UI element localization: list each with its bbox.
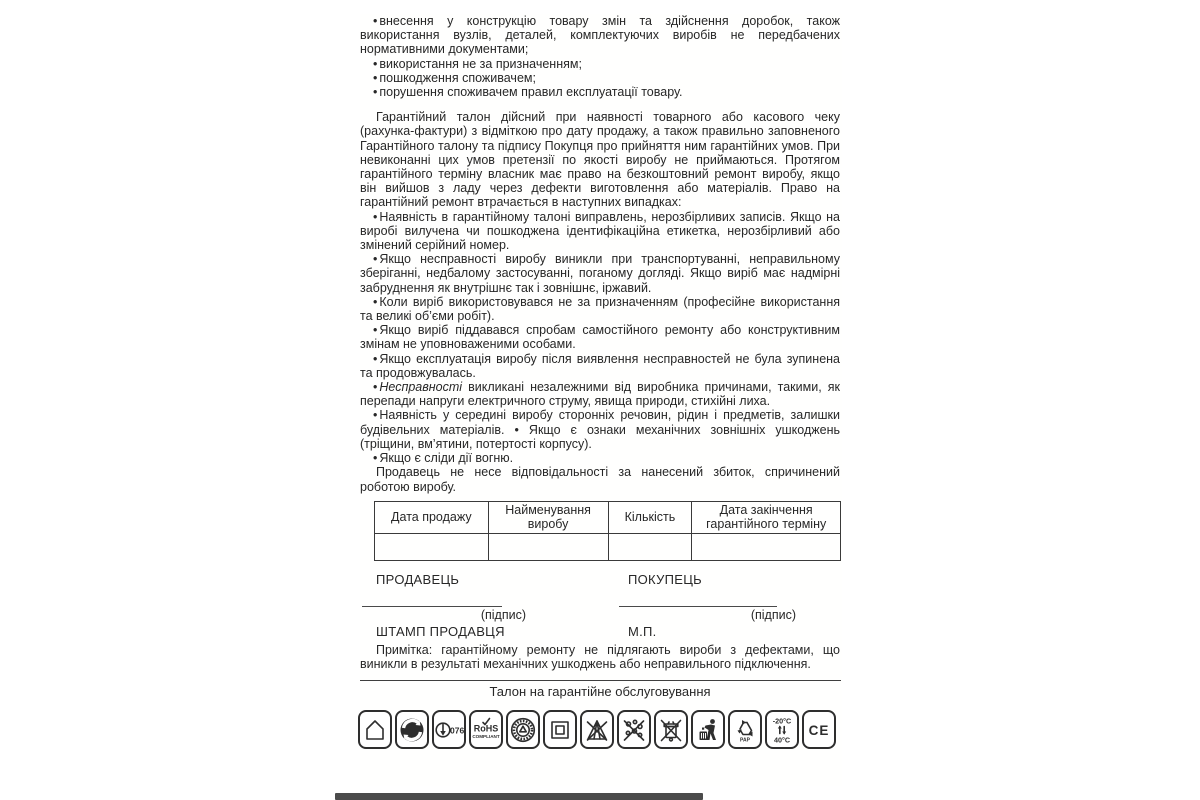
loss-case-item	[360, 295, 840, 323]
col-header-product-name: Найменування виробу	[488, 502, 608, 534]
document-page	[360, 14, 842, 786]
tidyman-icon	[691, 710, 725, 749]
certification-seal-icon	[506, 710, 540, 749]
bullet-glyph: •	[373, 323, 378, 338]
bullet-glyph: •	[373, 252, 378, 267]
exclusion-item	[360, 85, 840, 99]
bullet-glyph: •	[373, 56, 378, 71]
exclusion-item	[360, 14, 840, 57]
exclusion-text: пошкодження споживачем;	[379, 70, 536, 85]
buyer-signature-block	[628, 572, 840, 639]
table-row	[375, 534, 841, 561]
exclusion-text: використання не за призначенням;	[379, 56, 582, 71]
bullet-glyph: •	[373, 85, 378, 100]
loss-case-item	[360, 408, 840, 451]
table-header-row	[375, 502, 841, 534]
bullet-glyph: •	[373, 451, 378, 466]
exclusion-text: порушення споживачем правил експлуатації товару.	[379, 85, 683, 100]
buyer-signature-line	[619, 587, 777, 607]
svg-text:-20°C: -20°C	[772, 716, 792, 725]
weee-crossed-bin-icon	[654, 710, 688, 749]
validity-paragraph: Гарантійний талон дійсний при наявності товарного або касового чеку (рахунка-фактури) з відміткою про дату продажу, а також правильно заповненого Гарантійного талону та підпису Покупця про прийняття ним гарантійних умов. При невиконанні цих умов претензії по якості виробу не приймаються. Протягом гарантійного терміну власник має право на безкоштовний ремонт виробу, якщо він вийшов з ладу через дефекти виготовлення або матеріалів. Право на гарантійний ремонт втрачається в наступних випадках:	[360, 110, 840, 210]
loss-case-text: Наявність в гарантійному талоні виправлень, нерозбірливих записів. Якщо на виробі вилучена чи пошкоджена ідентифікаційна етикетка, нерозбірливий або змінений серійний номер.	[360, 209, 840, 253]
loss-case-text: Коли виріб використовувався не за призначенням (професійне використання та великі об’єми робіт).	[360, 294, 840, 324]
seller-label: ПРОДАВЕЦЬ	[376, 572, 460, 587]
col-header-warranty-end: Дата закінчення гарантійного терміну	[692, 502, 841, 534]
terms-text-block	[360, 14, 840, 494]
seller-signature-block	[360, 572, 628, 639]
no-tent-crossed-icon	[580, 710, 614, 749]
conformity-arrow-icon	[432, 710, 466, 749]
temperature-range-icon	[765, 710, 799, 749]
note-section	[360, 643, 840, 671]
col-header-sale-date: Дата продажу	[375, 502, 489, 534]
svg-text:40°C: 40°C	[773, 735, 791, 744]
loss-case-text: Якщо виріб піддавався спробам самостійного ремонту або конструктивним змінам не уповноваженими особами.	[360, 323, 840, 352]
cell-sale-date	[375, 534, 489, 561]
recycle-pap-icon	[728, 710, 762, 749]
loss-case-item	[360, 352, 840, 380]
signatures-section	[360, 572, 840, 639]
bullet-glyph: •	[373, 14, 378, 28]
bullet-glyph: •	[373, 70, 378, 85]
loss-case-item	[360, 323, 840, 351]
seller-signature-line	[362, 587, 502, 607]
liability-paragraph: Продавець не несе відповідальності за нанесений збиток, спричинений роботою виробу.	[360, 465, 840, 494]
note-paragraph: Примітка: гарантійному ремонту не підлягають вироби з дефектами, що виникли в результаті механічних ушкоджень або неправильного підключення.	[360, 643, 840, 672]
certification-icons-strip	[358, 710, 842, 749]
bullet-glyph: •	[373, 351, 378, 366]
col-header-quantity: Кількість	[608, 502, 692, 534]
rohs-compliant-icon	[469, 710, 503, 749]
footer-title: Талон на гарантійне обслуговування	[489, 684, 711, 699]
double-insulation-icon	[543, 710, 577, 749]
exclusion-text: внесення у конструкцію товару змін та здійснення доробок, також використання вузлів, деталей, комплектуючих виробів не передбачених нормативними документами;	[360, 14, 840, 57]
house-icon	[358, 710, 392, 749]
loss-case-item	[360, 451, 840, 465]
svg-text:PAP: PAP	[740, 737, 750, 743]
exclusion-item	[360, 57, 840, 71]
seller-signature-caption: (підпис)	[480, 608, 526, 622]
buyer-signature-caption: (підпис)	[750, 608, 796, 622]
buyer-label: ПОКУПЕЦЬ	[628, 572, 702, 587]
scan-edge-artifact	[335, 793, 703, 800]
cell-product-name	[488, 534, 608, 561]
cell-quantity	[608, 534, 692, 561]
seller-stamp-label: ШТАМП ПРОДАВЦЯ	[376, 624, 505, 639]
cell-warranty-end	[692, 534, 841, 561]
loss-case-text: викликані незалежними від виробника причинами, такими, як перепади напруги електричного струму, явища природи, стихійні лиха.	[360, 380, 840, 409]
loss-case-text: Якщо є сліди дії вогню.	[379, 451, 514, 466]
ce-mark-icon	[802, 710, 836, 749]
warranty-table	[374, 501, 841, 561]
loss-case-item	[360, 380, 840, 408]
exclusion-item	[360, 71, 840, 85]
stamp-place-label: М.П.	[628, 624, 657, 639]
svg-text:CE: CE	[808, 722, 830, 738]
green-dot-recycle-icon	[395, 710, 429, 749]
bullet-glyph: •	[373, 209, 378, 224]
bullet-glyph: •	[373, 380, 378, 395]
loss-case-text: Якщо несправності виробу виникли при транспортуванні, неправильному зберіганні, недбалому застосуванні, поганому догляді. Якщо виріб має надмірні забруднення як внутрішнє так і зовнішнє, іржавий.	[360, 252, 840, 295]
footer-divider	[360, 680, 841, 681]
svg-text:COMPLIANT: COMPLIANT	[472, 733, 500, 739]
loss-case-item	[360, 210, 840, 253]
no-splash-crossed-icon	[617, 710, 651, 749]
bullet-glyph: •	[373, 294, 378, 309]
loss-case-text: Якщо експлуатація виробу після виявлення несправностей не була зупинена та продовжувалась.	[360, 351, 840, 380]
svg-text:076: 076	[450, 725, 464, 735]
loss-case-text: Наявність у середині виробу сторонніх речовин, рідин і предметів, залишки будівельних матеріалів. • Якщо є ознаки механічних зовнішніх ушкоджень (тріщини, вм’ятини, потертості корпусу).	[360, 408, 840, 451]
svg-text:RoHS: RoHS	[473, 723, 499, 733]
loss-case-item	[360, 252, 840, 295]
loss-case-italic: Несправності	[379, 380, 463, 395]
bullet-glyph: •	[373, 408, 378, 423]
